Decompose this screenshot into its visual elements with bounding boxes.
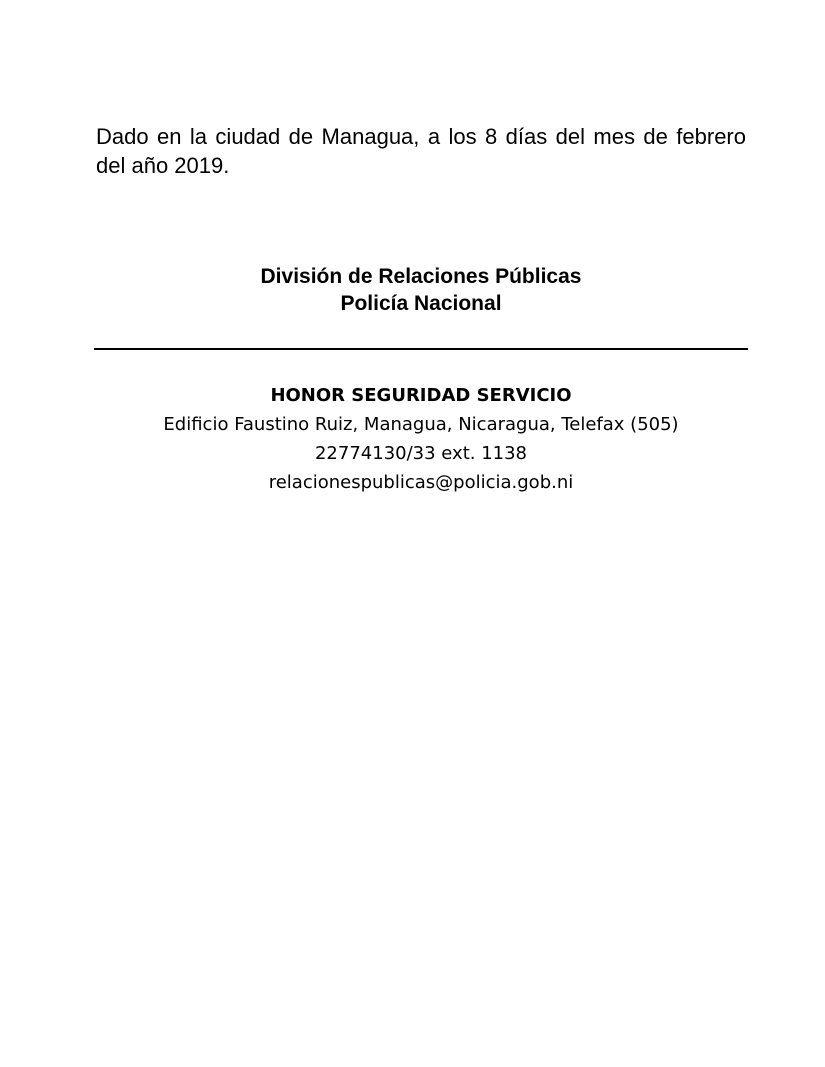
footer-email: relacionespublicas@policia.gob.ni	[268, 472, 574, 493]
signature-division: División de Relaciones Públicas	[260, 265, 582, 288]
footer-divider	[94, 348, 748, 350]
footer-motto: HONOR SEGURIDAD SERVICIO	[270, 385, 572, 406]
footer-block	[96, 381, 746, 497]
closing-paragraph: Dado en la ciudad de Managua, a los 8 días del mes de febrero del año 2019.	[96, 124, 746, 178]
footer-address: Edificio Faustino Ruiz, Managua, Nicaragua, Telefax (505)	[163, 414, 679, 435]
footer-phone: 22774130/33 ext. 1138	[314, 443, 528, 464]
signature-block	[96, 263, 746, 317]
signature-institution: Policía Nacional	[340, 292, 502, 315]
